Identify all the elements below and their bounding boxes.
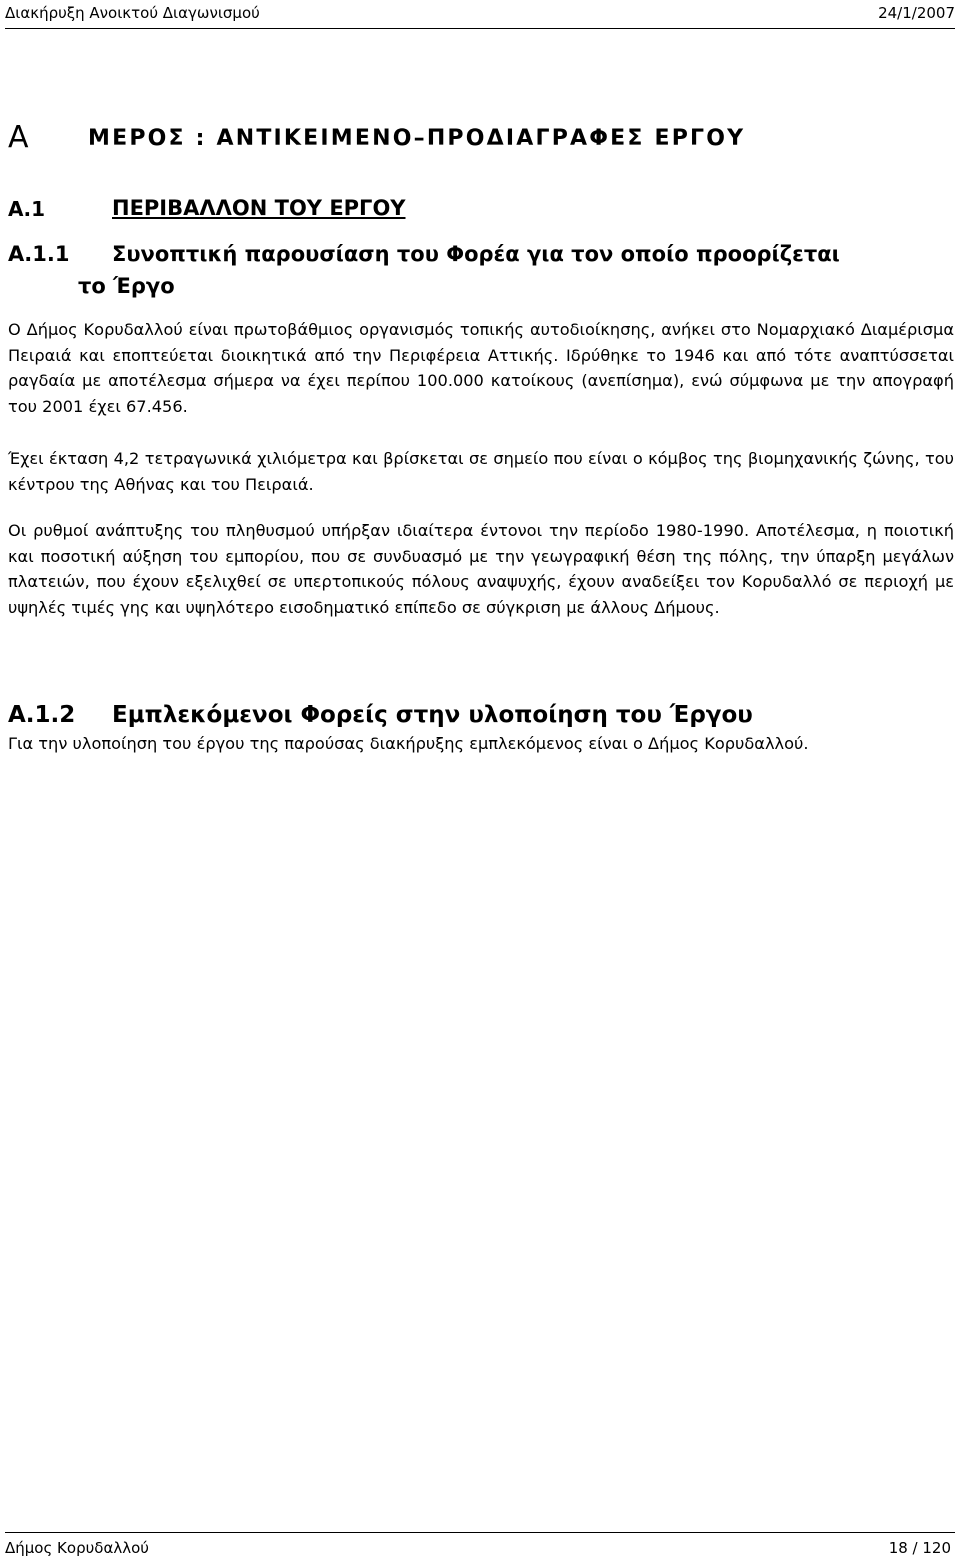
page-header (5, 0, 955, 29)
section-a1-number: Α.1 (8, 197, 45, 221)
footer-page-number: 18 / 120 (888, 1539, 951, 1557)
page-footer (5, 1532, 955, 1561)
paragraph-municipality-overview: Ο Δήμος Κορυδαλλού είναι πρωτοβάθμιος οργανισμός τοπικής αυτοδιοίκησης, ανήκει στο Νομαρχιακό Διαμέρισμα Πειραιά και εποπτεύεται διοικητικά από την Περιφέρεια Αττικής. Ιδρύθηκε το 1946 και από τότε αναπτύσσεται ραγδαία με αποτέλεσμα σήμερα να έχει περίπου 100.000 κατοίκους (ανεπίσημα), ενώ σύμφωνα με την απογραφή του 2001 έχει 67.456. (8, 320, 954, 417)
section-a11-title: Συνοπτική παρουσίαση του Φορέα για τον οποίο προορίζεται (112, 242, 840, 266)
paragraph-growth: Οι ρυθμοί ανάπτυξης του πληθυσμού υπήρξαν ιδιαίτερα έντονοι την περίοδο 1980-1990. Αποτέλεσμα, η ποιοτική και ποσοτική αύξηση του εμπορίου, που σε συνδυασμό με την γεωγραφική θέση της πόλης, την ύπαρξη μεγάλων πλατειών, που έχουν εξελιχθεί σε υπερτοπικούς πόλους αναψυχής, έχουν αναδείξει τον Κορυδαλλό σε περιοχή με υψηλές τιμές γης και υψηλότερο εισοδηματικό επίπεδο σε σύγκριση με άλλους Δήμους. (8, 521, 954, 618)
section-a12-title: Εμπλεκόμενοι Φορείς στην υλοποίηση του Έργου (112, 702, 753, 728)
section-a12-number: Α.1.2 (8, 702, 76, 728)
header-date: 24/1/2007 (878, 4, 955, 22)
section-a-number: Α (8, 120, 29, 155)
section-a1-title: ΠΕΡΙΒΑΛΛΟΝ ΤΟΥ ΕΡΓΟΥ (112, 196, 406, 220)
section-a11-title-continued: το Έργο (78, 274, 175, 298)
section-a-title: ΜΕΡΟΣ : ΑΝΤΙΚΕΙΜΕΝΟ–ΠΡΟΔΙΑΓΡΑΦΕΣ ΕΡΓΟΥ (88, 126, 746, 151)
paragraph-area: Έχει έκταση 4,2 τετραγωνικά χιλιόμετρα και βρίσκεται σε σημείο που είναι ο κόμβος της βιομηχανικής ζώνης, του κέντρου της Αθήνας και του Πειραιά. (8, 449, 954, 494)
footer-organization: Δήμος Κορυδαλλού (5, 1539, 149, 1557)
section-a11-number: Α.1.1 (8, 242, 70, 266)
header-title: Διακήρυξη Ανοικτού Διαγωνισμού (5, 4, 260, 22)
paragraph-involved-bodies: Για την υλοποίηση του έργου της παρούσας διακήρυξης εμπλεκόμενος είναι ο Δήμος Κορυδαλλού. (8, 734, 809, 753)
